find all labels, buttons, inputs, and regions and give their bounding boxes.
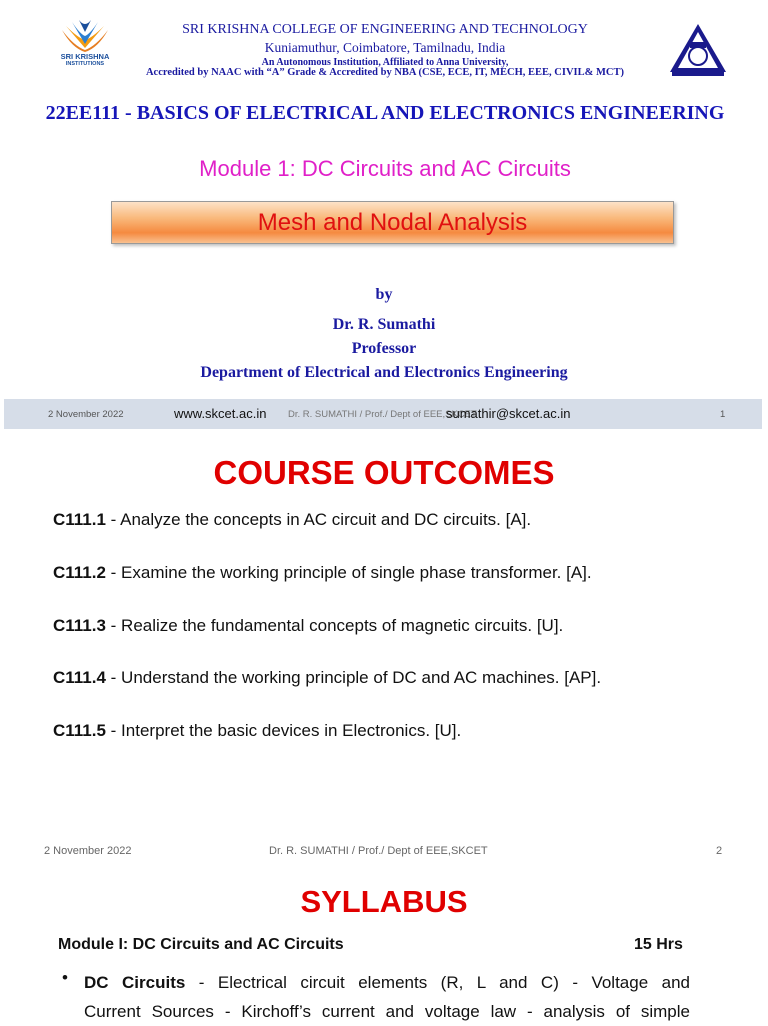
author-department: Department of Electrical and Electronics Engineering (200, 364, 568, 381)
logo-left-subtext: INSTITUTIONS (65, 61, 105, 67)
bullet-icon: • (62, 968, 68, 987)
syllabus-item-heading: DC Circuits (84, 973, 186, 992)
outcome-text: - Interpret the basic devices in Electronics. [U]. (105, 721, 462, 740)
topic-banner (111, 201, 674, 244)
slide2-footer-author: Dr. R. SUMATHI / Prof./ Dept of EEE,SKCET (269, 845, 488, 857)
footer-author: Dr. R. SUMATHI / Prof./ Dept of EEE,SKCET (288, 409, 477, 420)
author-name: Dr. R. Sumathi (332, 316, 436, 333)
skcet-emblem (668, 22, 728, 78)
outcome-code: C111.1 (53, 510, 106, 529)
outcome-text: - Analyze the concepts in AC circuit and DC circuits. [A]. (105, 510, 532, 529)
outcome-item (53, 668, 601, 688)
syllabus-item-text-line1: - Electrical circuit elements (R, L and C) - Voltage and (185, 973, 691, 992)
outcome-item (53, 721, 461, 741)
outcome-text: - Realize the fundamental concepts of magnetic circuits. [U]. (105, 616, 564, 635)
title-slide (0, 0, 768, 430)
course-outcomes-title: COURSE OUTCOMES (213, 454, 555, 491)
footer-date: 2 November 2022 (48, 409, 124, 420)
course-title: 22EE111 - BASICS OF ELECTRICAL AND ELECTRONICS ENGINEERING (45, 102, 725, 124)
college-location: Kuniamuthur, Coimbatore, Tamilnadu, India (264, 40, 506, 55)
syllabus-module-line: Module I: DC Circuits and AC Circuits (58, 936, 344, 953)
logo-left-text: SRI KRISHNA (60, 52, 110, 61)
syllabus-item (84, 968, 690, 1026)
footer-email-link[interactable]: sumathir@skcet.ac.in (446, 406, 571, 421)
slide2-footer-date: 2 November 2022 (44, 845, 132, 857)
syllabus-hours: 15 Hrs (634, 936, 683, 953)
college-autonomy: An Autonomous Institution, Affiliated to Anna University, (261, 57, 509, 68)
college-name: SRI KRISHNA COLLEGE OF ENGINEERING AND TECHNOLOGY (182, 22, 588, 37)
syllabus-item-text-line2: Current Sources - Kirchoff’s current and voltage law - analysis of simple (84, 1002, 690, 1021)
outcome-item (53, 563, 592, 583)
outcome-item (53, 510, 531, 530)
footer-page-number: 1 (720, 409, 726, 420)
outcome-code: C111.3 (53, 616, 106, 635)
footer-website-link[interactable]: www.skcet.ac.in (174, 406, 267, 421)
college-accreditation: Accredited by NAAC with “A” Grade & Accredited by NBA (CSE, ECE, IT, MECH, EEE, CIVIL& MCT) (145, 67, 625, 78)
slide2-footer-page-number: 2 (716, 845, 723, 857)
syllabus-title: SYLLABUS (300, 884, 468, 919)
outcome-text: - Examine the working principle of single phase transformer. [A]. (105, 563, 592, 582)
outcome-code: C111.4 (53, 668, 106, 687)
slide-footer (4, 399, 762, 429)
outcome-text: - Understand the working principle of DC and AC machines. [AP]. (105, 668, 602, 687)
module-title: Module 1: DC Circuits and AC Circuits (199, 156, 571, 181)
outcome-code: C111.5 (53, 721, 106, 740)
outcome-item (53, 616, 563, 636)
by-label: by (375, 286, 393, 303)
outcome-code: C111.2 (53, 563, 106, 582)
author-role: Professor (351, 340, 417, 357)
topic-title: Mesh and Nodal Analysis (257, 209, 528, 236)
